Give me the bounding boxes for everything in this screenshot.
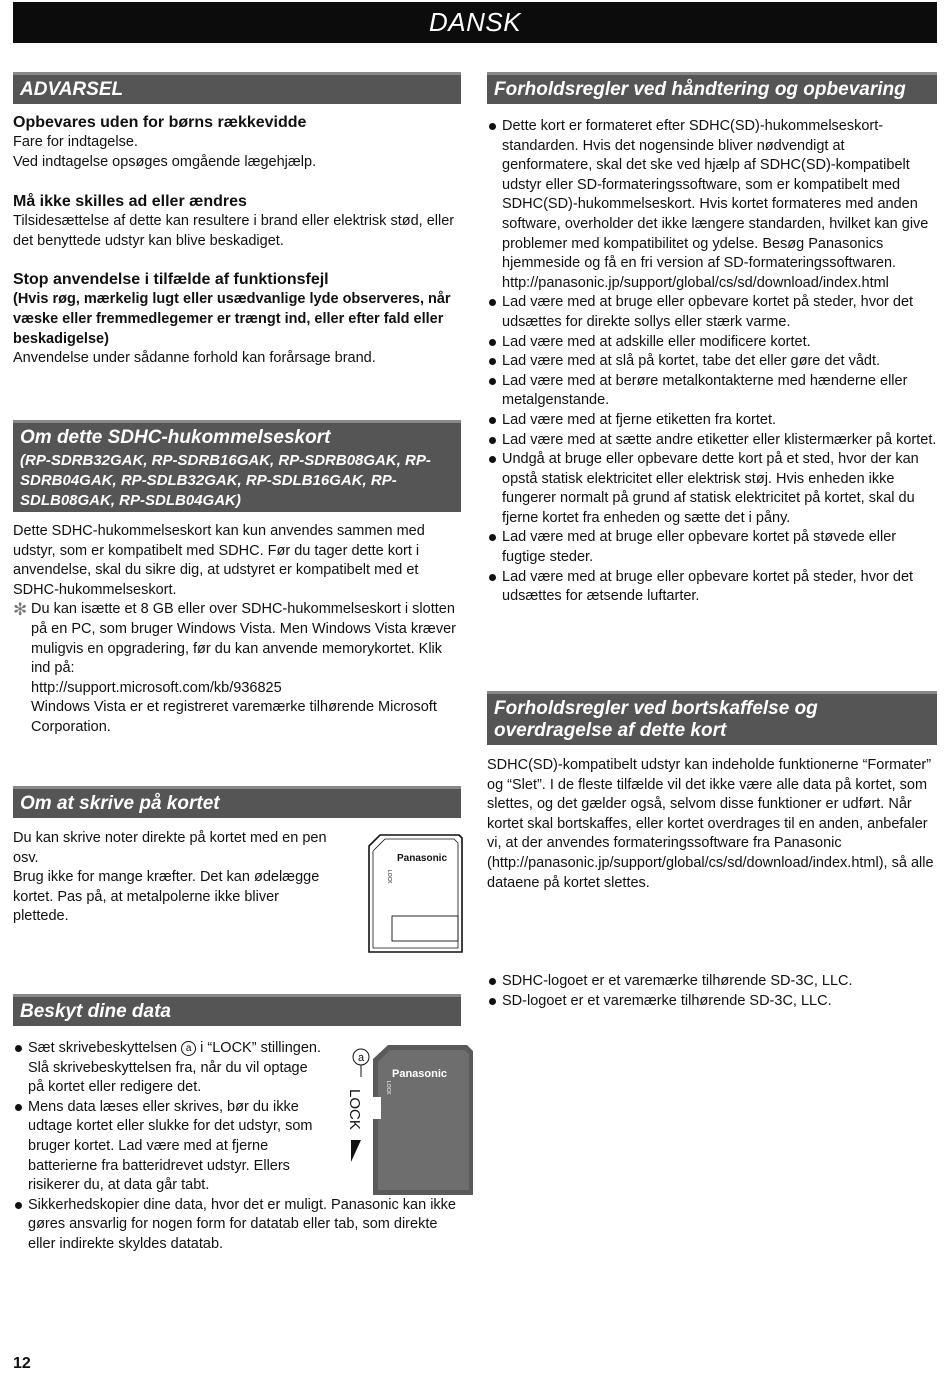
handtering-content: [487, 117, 937, 607]
body-text: SDHC(SD)-kompatibelt udstyr kan indeholde funktionerne “Formater” og “Slet”. I de fleste tilfælde vil det ikke være alle data på kortet, som slettes, og det gælder også, selvom disse funktioner er udført. Når kortet skal bortskaffes, eller kortet overdrages til en anden, anbefaler vi, at der anvendes formateringssoftware fra Panasonic (http://panasonic.jp/support/global/cs/sd/download/index.html), så alle dataene på kortet slettes.: [487, 757, 934, 891]
list-item: Mens data læses eller skrives, bør du ikke udtage kortet eller slukke for det udstyr, som bruger kortet. Lad være med at fjerne batterierne fra batteridrevet udstyr. Ellers risikerer du, at data går tabt.: [13, 1098, 323, 1196]
warning-text: Ved indtagelse opsøges omgående lægehjælp.: [13, 153, 317, 170]
list-item: Undgå at bruge eller opbevare dette kort på et sted, hvor der kan opstå statisk elektricitet eller elektrisk støj. Hvis enheden ikke fungerer normalt på grund af statisk elektricitet på kortet, skal du fjerne kortet fra enheden og sætte det i påny.: [487, 450, 937, 528]
sd-card-lock-illustration: [335, 1045, 475, 1197]
note-text: Windows Vista er et registreret varemærke tilhørende Microsoft Corporation.: [31, 699, 437, 735]
right-column: [487, 0, 937, 1372]
section-title: Forholdsregler ved bortskaffelse og overdragelse af dette kort: [494, 698, 818, 741]
precautions-list: [487, 117, 937, 607]
list-item: Lad være med at fjerne etiketten fra kortet.: [487, 411, 937, 431]
section-header-beskyt: [13, 994, 461, 1026]
left-column: [13, 0, 461, 1372]
support-url: http://panasonic.jp/support/global/cs/sd/download/index.html: [502, 274, 889, 291]
advarsel-content: [13, 113, 461, 369]
body-text: Brug ikke for mange kræfter. Det kan ødelægge kortet. Pas på, at metalpolerne ikke bliver plettede.: [13, 869, 320, 925]
list-item: Sæt skrivebeskyttelsen a i “LOCK” stillingen. Slå skrivebeskyttelsen fra, når du vil optage på kortet eller redigere det.: [13, 1039, 323, 1098]
note: [13, 600, 461, 737]
section-header-handtering: [487, 72, 937, 104]
list-item: Sikkerhedskopier dine data, hvor det er muligt. Panasonic kan ikke gøres ansvarlig for nogen form for datatab eller tab, som direkte eller indirekte skyldes datatab.: [13, 1196, 461, 1255]
card-lock-label-small: LOCK: [385, 1081, 391, 1095]
list-item: Lad være med at berøre metalkontakterne med hænderne eller metalgenstande.: [487, 372, 937, 411]
card-brand: Panasonic: [392, 1068, 448, 1080]
asterisk-icon: ✻: [13, 600, 28, 620]
warning-text: Tilsidesættelse af dette kan resultere i brand eller elektrisk stød, eller det benyttede udstyr kan blive beskadiget.: [13, 213, 455, 249]
section-header-advarsel: [13, 72, 461, 104]
list-item: Lad være med at adskille eller modificere kortet.: [487, 333, 937, 353]
warning-text: Fare for indtagelse.: [13, 134, 138, 150]
list-item: Lad være med at sætte andre etiketter eller klistermærker på kortet.: [487, 431, 937, 451]
bortskaffelse-content: [487, 756, 937, 893]
list-item: Lad være med at bruge eller opbevare kortet på steder, hvor det udsættes for direkte sollys eller stærk varme.: [487, 293, 937, 332]
section-title: Om dette SDHC-hukommelseskort: [20, 427, 331, 448]
trademarks: [487, 972, 937, 1011]
warning-heading: Må ikke skilles ad eller ændres: [13, 193, 247, 211]
sd-card-outline-illustration: [366, 832, 476, 957]
page-title: DANSK: [428, 7, 522, 37]
note-text: Du kan isætte et 8 GB eller over SDHC-hukommelseskort i slotten på en PC, som bruger Windows Vista. Men Windows Vista kræver muligvis en opgradering, før du kan anvende memorykortet. Klik ind på:: [31, 601, 456, 677]
list-item: SD-logoet er et varemærke tilhørende SD-3C, LLC.: [487, 992, 937, 1012]
section-title: Beskyt dine data: [20, 1001, 171, 1022]
body-text: Dette SDHC-hukommelseskort kan kun anvendes sammen med udstyr, som er kompatibelt med SDHC. Før du tager dette kort i anvendelse, skal du sikre dig, at udstyret er kompatibelt med et SDHC-hukommelseskort.: [13, 523, 425, 598]
warning-heading: Opbevares uden for børns rækkevidde: [13, 114, 307, 131]
model-list: (RP-SDRB32GAK, RP-SDRB16GAK, RP-SDRB08GAK, RP-SDRB04GAK, RP-SDLB32GAK, RP-SDLB16GAK, RP-SDLB08GAK, RP-SDLB04GAK): [20, 452, 431, 509]
warning-heading: Stop anvendelse i tilfælde af funktionsfejl: [13, 271, 329, 289]
section-title: Forholdsregler ved håndtering og opbevaring: [494, 79, 906, 100]
section-header-om-kort: [13, 420, 461, 512]
card-lock-label: LOCK: [346, 1089, 363, 1130]
body-text: Du kan skrive noter direkte på kortet med en pen osv.: [13, 830, 327, 866]
card-brand: Panasonic: [397, 853, 448, 864]
list-item: Dette kort er formateret efter SDHC(SD)-hukommelseskort-standarden. Hvis det nogensinde bliver nødvendigt at genformatere, skal det ske ved hjælp af SDHC(SD)-kompatibelt udstyr eller SD-formateringssoftware, som er kompatibelt med SDHC(SD)-hukommelseskort. Hvis kortet formateres med anden software, overholder det ikke længere standarden, hvilket kan give problemer med kompatibilitet og ydelse. Besøg Panasonics hjemmeside og få en fri version af SD-formateringssoftwaren. http://panasonic.jp/support/global/cs/sd/download/index.html: [487, 117, 937, 293]
callout-a-icon: a: [181, 1041, 196, 1056]
section-header-skrive: [13, 786, 461, 818]
list-item: Lad være med at slå på kortet, tabe det eller gøre det vådt.: [487, 352, 937, 372]
page-number: 12: [13, 1355, 31, 1372]
list-item: Lad være med at bruge eller opbevare kortet på steder, hvor det udsættes for ætsende luftarter.: [487, 568, 937, 607]
warning-condition: (Hvis røg, mærkelig lugt eller usædvanlige lyde observeres, når væske eller fremmedlegemer er trængt ind, eller efter fald eller beskadigelse): [13, 291, 451, 347]
om-kort-content: [13, 522, 461, 738]
card-lock-label: LOCK: [386, 870, 392, 884]
note-url: http://support.microsoft.com/kb/936825: [31, 679, 282, 696]
warning-text: Anvendelse under sådanne forhold kan forårsage brand.: [13, 350, 376, 367]
list-item: SDHC-logoet er et varemærke tilhørende SD-3C, LLC.: [487, 972, 937, 992]
skrive-content: [13, 829, 331, 927]
section-title: ADVARSEL: [20, 79, 124, 100]
section-title: Om at skrive på kortet: [20, 793, 220, 814]
trademark-list: [487, 972, 937, 1011]
arrow-down-icon: [351, 1140, 361, 1162]
callout-label: a: [357, 1052, 365, 1064]
list-item: Lad være med at bruge eller opbevare kortet på støvede eller fugtige steder.: [487, 528, 937, 567]
section-header-bortskaffelse: [487, 691, 937, 745]
